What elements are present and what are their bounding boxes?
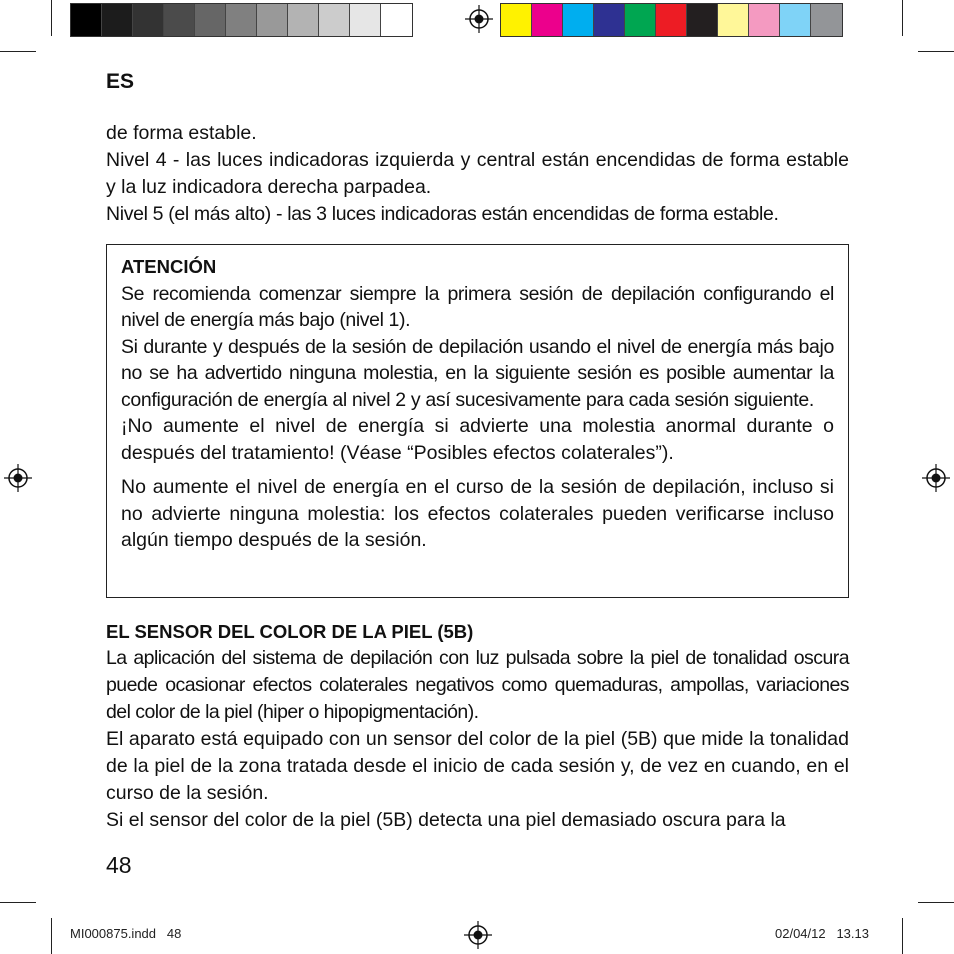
color-swatch — [350, 4, 381, 36]
crop-mark — [51, 0, 52, 36]
section-paragraph: El aparato está equipado con un sensor del color de la piel (5B) que mide la tonalidad de la piel de la zona tratada desde el inicio de cada sesión y, de vez en cuando, en el curso de la sesión. — [106, 728, 849, 804]
intro-text — [106, 120, 849, 228]
color-swatch — [71, 4, 102, 36]
crop-mark — [0, 51, 36, 52]
color-swatch — [532, 4, 563, 36]
slug-file-info: MI000875.indd 48 — [70, 926, 182, 941]
crop-mark — [918, 902, 954, 903]
color-swatch — [226, 4, 257, 36]
color-swatch — [749, 4, 780, 36]
color-swatch — [195, 4, 226, 36]
page-number: 48 — [106, 852, 132, 878]
cmyk-color-bar — [500, 3, 843, 37]
language-label: ES — [106, 70, 135, 93]
color-swatch — [625, 4, 656, 36]
registration-mark-icon — [463, 920, 493, 950]
section-paragraph: Si el sensor del color de la piel (5B) detecta una piel demasiado oscura para la — [106, 809, 786, 831]
attention-paragraph: Se recomienda comenzar siempre la primera sesión de depilación configurando el nivel de energía más bajo (nivel 1). — [121, 282, 834, 331]
color-swatch — [718, 4, 749, 36]
intro-paragraph: Nivel 5 (el más alto) - las 3 luces indicadoras están encendidas de forma estable. — [106, 203, 779, 225]
color-swatch — [288, 4, 319, 36]
crop-mark — [0, 902, 36, 903]
registration-mark-icon — [921, 463, 951, 493]
color-swatch — [563, 4, 594, 36]
intro-paragraph: de forma estable. — [106, 122, 257, 144]
color-swatch — [319, 4, 350, 36]
attention-paragraph: ¡No aumente el nivel de energía si advierte una molestia anormal durante o después del tratamiento! (Véase “Posibles efectos colaterales”). — [121, 415, 834, 464]
registration-mark-icon — [464, 4, 494, 34]
crop-mark — [51, 918, 52, 954]
color-swatch — [780, 4, 811, 36]
crop-mark — [918, 51, 954, 52]
color-swatch — [501, 4, 532, 36]
attention-paragraph: No aumente el nivel de energía en el curso de la sesión de depilación, incluso si no advierte ninguna molestia: los efectos colaterales pueden verificarse incluso algún tiempo después de la sesión. — [121, 476, 834, 551]
intro-paragraph: Nivel 4 - las luces indicadoras izquierda y central están encendidas de forma estable y la luz indicadora derecha parpadea. — [106, 149, 849, 198]
section-heading: EL SENSOR DEL COLOR DE LA PIEL (5B) — [106, 621, 474, 642]
color-swatch — [164, 4, 195, 36]
crop-mark — [902, 918, 903, 954]
grayscale-color-bar — [70, 3, 413, 37]
color-swatch — [381, 4, 412, 36]
section-paragraph: La aplicación del sistema de depilación con luz pulsada sobre la piel de tonalidad oscura puede ocasionar efectos colaterales negativos como quemaduras, ampollas, variaciones del color de la piel (hiper o hipopigmentación). — [106, 647, 849, 723]
attention-paragraph: Si durante y después de la sesión de depilación usando el nivel de energía más bajo no se ha advertido ninguna molestia, en la siguiente sesión es posible aumentar la configuración de energía al nivel 2 y así sucesivamente para cada sesión siguiente. — [121, 335, 834, 411]
color-swatch — [656, 4, 687, 36]
skin-sensor-section — [106, 618, 849, 834]
attention-heading: ATENCIÓN — [121, 256, 217, 277]
color-swatch — [811, 4, 842, 36]
color-swatch — [257, 4, 288, 36]
color-swatch — [594, 4, 625, 36]
slug-date-info: 02/04/12 13.13 — [775, 926, 869, 941]
crop-mark — [902, 0, 903, 36]
color-swatch — [102, 4, 133, 36]
attention-box — [106, 244, 849, 598]
registration-mark-icon — [3, 463, 33, 493]
color-swatch — [133, 4, 164, 36]
color-swatch — [687, 4, 718, 36]
